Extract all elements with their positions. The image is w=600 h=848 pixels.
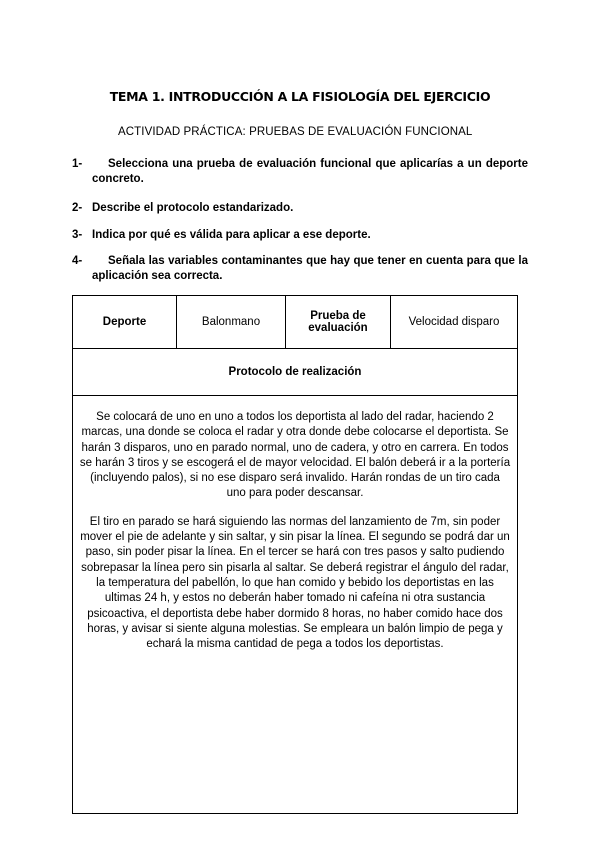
prueba-value: Velocidad disparo	[391, 296, 518, 349]
deporte-label: Deporte	[73, 296, 177, 349]
question-number: 3-	[72, 229, 83, 241]
protocol-body-row	[73, 396, 518, 814]
header-row	[73, 296, 518, 349]
question-number: 2-	[72, 202, 83, 214]
question-3	[72, 228, 528, 243]
protocol-label: Protocolo de realización	[73, 349, 518, 396]
question-1	[72, 157, 528, 187]
protocol-content	[73, 396, 518, 814]
protocol-paragraph-2: El tiro en parado se hará siguiendo las normas del lanzamiento de 7m, sin poder mover el pie de adelante y sin saltar, y sin pisar la línea. El segundo se podrá dar un paso, sin poder pisar la línea. En el tercer se hará con tres pasos y salto pudiendo sobrepasar la línea pero sin pisarla al saltar. Se deberá registrar el ángulo del radar, la temperatura del pabellón, lo que han comido y bebido los deportistas en las ultimas 24 h, y estos no deberán haber tomado ni cafeína ni otra sustancia psicoactiva, el deportista debe haber dormido 8 horas, no haber comido hace dos horas, y avisar si siente alguna molestias. Se empleara un balón limpio de pega y echará la misma cantidad de pega a todos los deportistas.	[80, 515, 510, 651]
question-text: Indica por qué es válida para aplicar a ese deporte.	[92, 229, 371, 241]
activity-subtitle: ACTIVIDAD PRÁCTICA: PRUEBAS DE EVALUACIÓN FUNCIONAL	[118, 126, 473, 138]
question-text: Describe el protocolo estandarizado.	[92, 202, 294, 214]
question-number: 4-	[72, 255, 83, 267]
question-4	[72, 254, 528, 284]
protocol-header-row	[73, 349, 518, 396]
protocol-paragraph-1: Se colocará de uno en uno a todos los deportista al lado del radar, haciendo 2 marcas, una donde se coloca el radar y otra donde debe colocarse el deportista. Se harán 3 disparos, uno en parado normal, uno de cadera, y otro en carrera. En todos se harán 3 tiros y se escogerá el de mayor velocidad. El balón deberá ir a la portería (incluyendo palos), si no ese disparo será invalido. Harán rondas de un tiro cada uno para poder descansar.	[79, 411, 511, 500]
question-number: 1-	[72, 158, 83, 170]
evaluation-table	[72, 295, 518, 814]
document-title: TEMA 1. INTRODUCCIÓN A LA FISIOLOGÍA DEL EJERCICIO	[109, 89, 491, 104]
question-2	[72, 201, 528, 216]
question-text: Selecciona una prueba de evaluación funcional que aplicarías a un deporte concreto.	[92, 158, 528, 185]
deporte-value: Balonmano	[177, 296, 286, 349]
prueba-label: Prueba de evaluación	[286, 296, 391, 349]
question-text: Señala las variables contaminantes que hay que tener en cuenta para que la aplicación sea correcta.	[92, 255, 528, 282]
